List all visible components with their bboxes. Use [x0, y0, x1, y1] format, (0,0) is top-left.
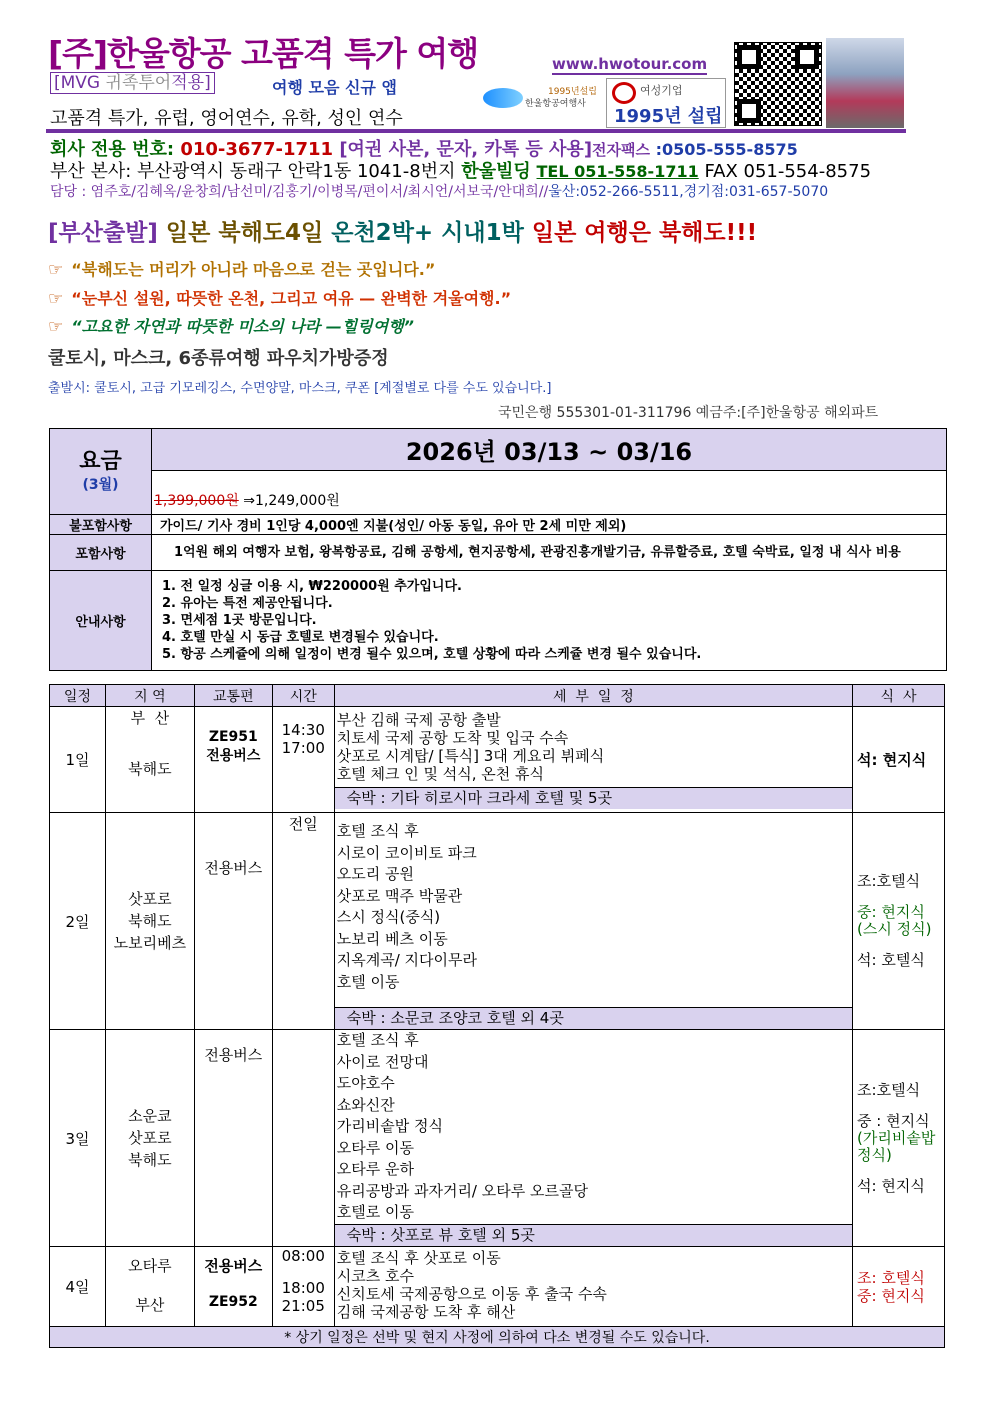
pointing-hand-icon: ☞ — [48, 317, 64, 337]
app-label[interactable]: 여행 모음 신규 앱 — [272, 78, 397, 97]
quote-2 — [48, 286, 511, 309]
meal-dinner: 석: 호텔식 — [857, 951, 925, 969]
phone-label: 회사 전용 번호: — [50, 139, 181, 160]
headline-destination: 일본 북해도4일 — [157, 220, 332, 246]
day-label: 2일 — [50, 813, 106, 1030]
price-month: (3월) — [82, 476, 119, 493]
schedule-item: 노보리 베츠 이동 — [336, 929, 448, 948]
schedule-item: 스시 정식(중식) — [336, 908, 441, 926]
schedule-row-day3 — [50, 1030, 945, 1247]
meal-cell — [853, 1247, 945, 1327]
time-arrive: 18:00 — [281, 1279, 325, 1297]
flight-code: ZE951 — [208, 729, 258, 745]
schedule-row-day4 — [50, 1247, 945, 1327]
price-arrow: ⇒ — [238, 492, 255, 509]
branch-phones: 울산:052-266-5511,경기점:031-657-5070 — [548, 184, 829, 200]
schedule-item: 시로이 코이비토 파크 — [336, 843, 477, 862]
col-header-details: 세 부 일 정 — [334, 685, 852, 707]
quote-1 — [48, 257, 435, 280]
region-end: 부산 — [135, 1296, 165, 1314]
schedule-row-day2 — [50, 813, 945, 1030]
phone-note: [여권 사본, 문자, 카톡 등 사용] — [333, 139, 593, 160]
transport-cell: 전용버스 — [194, 813, 272, 1030]
schedule-item: 오타루 이동 — [336, 1138, 414, 1157]
region-cell — [105, 1247, 194, 1327]
time-cell: 전일 — [272, 813, 334, 1030]
schedule-item: 가리비솥밥 정식 — [336, 1117, 443, 1135]
tour-headline — [48, 214, 757, 247]
details-cell — [334, 813, 852, 1030]
company-logo-icon — [483, 88, 523, 108]
bank-account: 국민은행 555301-01-311796 예금주:[주]한울항공 해외파트 — [498, 405, 879, 421]
schedule-item: 유리공방과 과자거리/ 오타루 오르골당 — [336, 1181, 588, 1200]
staff-line — [50, 181, 828, 201]
meal-breakfast: 조:호텔식 — [857, 1080, 921, 1099]
meal-lunch-detail: (스시 정식) — [857, 920, 932, 938]
meal-lunch: 중 : 현지식 — [857, 1111, 930, 1130]
time-cell — [272, 1247, 334, 1327]
note-item: 1. 전 일정 싱글 이용 시, ₩220000원 추가입니다. — [162, 579, 462, 594]
day-label: 3일 — [50, 1030, 106, 1247]
schedule-footer-note: * 상기 일정은 선박 및 현지 사정에 의하여 다소 변경될 수도 있습니다. — [50, 1327, 945, 1348]
meal-cell: 석: 현지식 — [853, 707, 945, 813]
region-start: 부 산 — [130, 709, 170, 727]
schedule-item: 도야호수 — [336, 1074, 395, 1092]
col-header-region: 지 역 — [105, 685, 194, 707]
notes-label: 안내사항 — [50, 571, 152, 671]
time-land: 21:05 — [281, 1297, 325, 1315]
address-line — [50, 157, 871, 183]
women-biz: 여성기업 — [640, 84, 683, 97]
col-header-day: 일정 — [50, 685, 106, 707]
meal-cell — [853, 1030, 945, 1247]
time-depart: 08:00 — [281, 1247, 325, 1265]
price-table — [49, 428, 947, 671]
fax-number: FAX 051-554-8575 — [698, 161, 872, 182]
schedule-item: 삿포로 맥주 박물관 — [336, 886, 463, 905]
gifts-heading: 쿨토시, 마스크, 6종류여행 파우치가방증정 — [48, 348, 389, 369]
quote-text: “눈부신 설원, 따뜻한 온천, 그리고 여유 — 완벽한 겨울여행.” — [71, 289, 512, 308]
schedule-item: 신치토세 국제공항으로 이동 후 출국 수속 — [336, 1285, 607, 1303]
note-item: 3. 면세점 1곳 방문입니다. — [162, 613, 317, 628]
efax-label: 전자팩스 — [592, 141, 651, 159]
new-price: 1,249,000원 — [254, 492, 340, 509]
day-label: 1일 — [50, 707, 106, 813]
headline-nights: 온천2박+ 시내1박 — [331, 220, 532, 246]
col-header-meal: 식 사 — [853, 685, 945, 707]
pointing-hand-icon: ☞ — [48, 260, 64, 280]
meal-lunch: 중: 현지식 — [857, 1286, 925, 1305]
women-biz-logo-icon — [612, 82, 636, 104]
note-item: 4. 호텔 만실 시 동급 호텔로 변경될수 있습니다. — [162, 630, 439, 645]
included-label: 포함사항 — [50, 535, 152, 571]
schedule-item: 쇼와신잔 — [336, 1095, 395, 1114]
details-cell — [334, 1247, 852, 1327]
meal-cell — [853, 813, 945, 1030]
meal-breakfast: 조: 호텔식 — [857, 1268, 925, 1287]
transport-cell: 전용버스 — [194, 1030, 272, 1247]
meal-breakfast: 조:호텔식 — [857, 872, 921, 890]
tagline-apply: 적용] — [171, 73, 211, 93]
company-small: 한울항공여행사 — [525, 99, 586, 109]
meal-dinner: 석: 현지식 — [857, 1176, 925, 1195]
region-start: 오타루 — [128, 1257, 172, 1275]
transport-cell — [194, 1247, 272, 1327]
schedule-item: 호텔 조식 후 삿포로 이동 — [336, 1249, 501, 1267]
mvg-tagline — [50, 72, 215, 94]
included-text: 1억원 해외 여행자 보험, 왕복항공료, 김해 공항세, 현지공항세, 관광진흥개발기금, 유류할증료, 호텔 숙박료, 일정 내 식사 비용 — [152, 535, 947, 571]
schedule-item: 지옥계곡/ 지다이무라 — [336, 951, 477, 969]
header-subtitle: 고품격 특가, 유럽, 영어연수, 유학, 성인 연수 — [50, 108, 403, 129]
col-header-time: 시간 — [272, 685, 334, 707]
flight-code: ZE952 — [208, 1294, 258, 1310]
schedule-item: 호텔 체크 인 및 석식, 온천 휴식 — [336, 765, 545, 783]
building-name: 한울빌딩 — [461, 161, 531, 182]
quote-text: “고요한 자연과 따뜻한 미소의 나라 —힐링여행” — [71, 317, 414, 336]
schedule-item: 치토세 국제 공항 도착 및 입국 수속 — [336, 729, 569, 747]
schedule-item: 부산 김해 국제 공항 출발 — [336, 711, 501, 729]
schedule-item: 삿포로 시계탑/ [특식] 3대 게요리 뷔페식 — [336, 747, 605, 765]
old-price: 1,399,000원 — [154, 492, 239, 509]
excluded-label: 불포함사항 — [50, 515, 152, 535]
price-cell — [152, 471, 947, 515]
schedule-item: 호텔 조식 후 — [336, 1031, 419, 1049]
hotel-info: 숙박 : 기타 히로시마 크라세 호텔 및 5곳 — [335, 787, 852, 809]
transport-bus: 전용버스 — [206, 748, 261, 764]
schedule-row-day1 — [50, 707, 945, 813]
region-cell — [105, 707, 194, 813]
schedule-item: 호텔 이동 — [336, 972, 400, 991]
note-item: 5. 항공 스케쥴에 의해 일정이 변경 될수 있으며, 호텔 상황에 따라 스케쥴 변경 될수 있습니다. — [162, 647, 702, 662]
page-title: [주]한울항공 고품격 특가 여행 — [48, 34, 479, 73]
pointing-hand-icon: ☞ — [48, 289, 64, 309]
price-label-cell — [50, 429, 152, 515]
time-arrive: 17:00 — [281, 739, 325, 757]
meal-lunch: 중: 현지식 — [857, 903, 925, 921]
schedule-item: 오타루 운하 — [336, 1160, 414, 1178]
schedule-item: 시코츠 호수 — [336, 1267, 414, 1285]
headline-slogan: 일본 여행은 북해도!!! — [531, 220, 758, 246]
price-label: 요금 — [79, 448, 122, 474]
est-large: 1995년 설립 — [614, 106, 723, 127]
website-link[interactable]: www.hwotour.com — [552, 55, 708, 73]
tel-number[interactable]: TEL 051-558-1711 — [536, 162, 699, 181]
transport-cell — [194, 707, 272, 813]
building-photo — [826, 38, 904, 128]
hotel-info: 숙박 : 삿포로 뷰 호텔 외 5곳 — [335, 1224, 852, 1246]
schedule-item: 사이로 전망대 — [336, 1052, 429, 1071]
col-header-transport: 교통편 — [194, 685, 272, 707]
address: 부산 본사: 부산광역시 동래구 안락1동 1041-8번지 — [50, 161, 462, 182]
tagline-family: 귀족투어 — [105, 73, 172, 93]
meal-lunch-detail: (가리비솥밥 정식) — [857, 1128, 936, 1164]
region-end: 북해도 — [128, 760, 172, 778]
qr-code-icon[interactable] — [734, 42, 822, 126]
note-item: 2. 유아는 특전 제공안됩니다. — [162, 596, 333, 611]
tagline-mvg: [MVG — [54, 73, 101, 93]
est-small: 1995년설립 — [548, 87, 597, 97]
region-cell: 삿포로 북해도 노보리베츠 — [105, 813, 194, 1030]
time-cell — [272, 1030, 334, 1247]
quote-text: “북해도는 머리가 아니라 마음으로 걷는 곳입니다.” — [71, 260, 436, 279]
tour-dates: 2026년 03/13 ~ 03/16 — [152, 429, 947, 471]
hotel-info: 숙박 : 소문코 조양코 호텔 외 4곳 — [335, 1007, 852, 1029]
staff-names: 담당 : 염주호/김혜옥/윤창희/남선미/김홍기/이병목/편이서/최시언/서보국/안대희// — [50, 184, 549, 200]
excluded-text: 가이드/ 기사 경비 1인당 4,000엔 지불(성인/ 아동 동일, 유아 만 2세 미만 제외) — [152, 515, 947, 535]
headline-departure: [부산출발] — [48, 220, 158, 246]
schedule-item: 호텔 조식 후 — [336, 822, 419, 840]
efax-number: :0505-555-8575 — [650, 140, 798, 159]
schedule-item: 오도리 공원 — [336, 865, 414, 883]
schedule-table — [49, 684, 945, 1348]
details-cell — [334, 707, 852, 813]
schedule-item: 김해 국제공항 도착 후 해산 — [336, 1303, 516, 1321]
gift-note: 출발시: 쿨토시, 고급 기모레깅스, 수면양말, 마스크, 쿠폰 [계절별로 다를 수도 있습니다.] — [48, 381, 552, 396]
phone-number[interactable]: 010-3677-1711 — [180, 139, 334, 160]
time-cell — [272, 707, 334, 813]
notes-cell — [152, 571, 947, 671]
quote-3 — [48, 314, 414, 337]
time-depart: 14:30 — [281, 721, 325, 739]
details-cell — [334, 1030, 852, 1247]
day-label: 4일 — [50, 1247, 106, 1327]
schedule-item: 호텔로 이동 — [336, 1203, 414, 1221]
header-divider — [46, 129, 906, 133]
transport-bus: 전용버스 — [204, 1257, 263, 1275]
region-cell: 소운쿄 삿포로 북해도 — [105, 1030, 194, 1247]
